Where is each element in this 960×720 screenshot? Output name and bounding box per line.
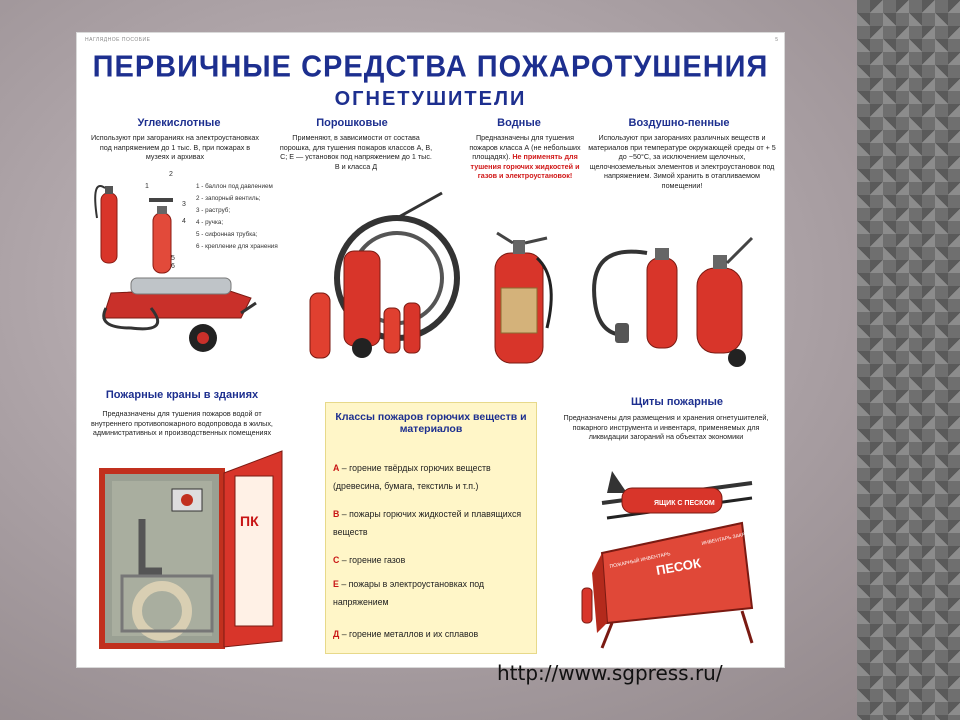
water-warning: Не применять для тушения горючих жидкостей и газов и электроустановок! — [470, 152, 580, 180]
water-description — [469, 133, 581, 181]
part-number: 1 — [145, 183, 149, 190]
poster-page-number: 5 — [775, 37, 778, 43]
legend-item: 2 - запорный вентиль; — [196, 195, 261, 202]
poster-header-label: НАГЛЯДНОЕ ПОСОБИЕ — [85, 37, 151, 43]
part-number: 4 — [182, 218, 186, 225]
fire-safety-poster — [76, 32, 785, 668]
sand-label: ПЕСОК — [654, 555, 702, 578]
fire-class-item — [333, 575, 531, 611]
part-number: 5 — [171, 255, 175, 262]
fire-class-item — [333, 625, 531, 643]
part-number: 6 — [171, 263, 175, 270]
legend-item: 4 - ручка; — [196, 219, 224, 226]
fire-class-text: – пожары горючих жидкостей и плавящихся веществ — [333, 509, 522, 537]
foam-extinguisher-illustration — [587, 223, 777, 373]
powder-extinguisher-illustration — [292, 183, 452, 363]
powder-title: Порошковые — [316, 117, 388, 129]
fire-class-letter: Е — [333, 579, 339, 589]
poster-subtitle: ОГНЕТУШИТЕЛИ — [334, 88, 527, 110]
fire-shield-illustration — [582, 463, 772, 653]
fire-class-letter: В — [333, 509, 340, 519]
water-extinguisher-illustration — [487, 218, 567, 368]
fire-class-item — [333, 505, 531, 541]
poster-title: ПЕРВИЧНЫЕ СРЕДСТВА ПОЖАРОТУШЕНИЯ — [92, 50, 769, 84]
fire-class-letter: Д — [333, 629, 340, 639]
fire-hydrant-cabinet-illustration — [102, 451, 292, 651]
legend-item: 1 - баллон под давлением — [196, 183, 273, 190]
legend-item: 5 - сифонная трубка; — [196, 231, 258, 238]
shield-left-label: ПОЖАРНЫЙ ИНВЕНТАРЬ — [609, 551, 672, 570]
legend-item: 6 - крепление для хранения — [196, 243, 278, 250]
co2-title: Углекислотные — [137, 117, 221, 129]
shields-title: Щиты пожарные — [631, 396, 723, 408]
co2-extinguisher-illustration — [91, 168, 261, 358]
shield-box-label: ЯЩИК С ПЕСКОМ — [654, 500, 715, 507]
fire-class-text: – горение металлов и их сплавов — [339, 629, 479, 639]
part-number: 3 — [182, 201, 186, 208]
decorative-pattern-strip — [857, 0, 960, 720]
shield-right-label: ИНВЕНТАРЬ ЗАКРЕПЛЁН — [701, 528, 763, 547]
hydrants-title: Пожарные краны в зданиях — [105, 389, 259, 401]
water-description-text: Предназначены для тушения пожаров класса А (не небольших площадях). — [469, 133, 581, 161]
hydrants-description: Предназначены для тушения пожаров водой от внутреннего противопожарного водопровода в жилых, административных и производственных помещениях — [91, 409, 273, 437]
cabinet-label: ПК — [240, 513, 259, 529]
fire-classes-title: Классы пожаров горючих веществ и материалов — [335, 411, 527, 435]
co2-description: Используют при загораниях на электроустановках под напряжением до 1 тыс. В, при пожарах в музеях и архивах — [91, 133, 259, 161]
fire-class-item — [333, 459, 531, 495]
water-title: Водные — [497, 117, 541, 129]
part-number: 2 — [169, 171, 173, 178]
fire-classes-box — [325, 402, 537, 654]
fire-class-letter: А — [333, 463, 340, 473]
fire-class-item — [333, 551, 531, 569]
fire-class-text: – горение твёрдых горючих веществ (древесина, бумага, текстиль и т.п.) — [333, 463, 491, 491]
foam-title: Воздушно-пенные — [628, 117, 730, 129]
foam-description: Используют при загораниях различных веществ и материалов при температуре окружающей среды от + 5 до −50°С, за исключением щелочных, щелочноземельных элементов и электроустановок под напряжением. Зимой хранить в отапливаемом помещении! — [588, 133, 776, 190]
powder-description: Применяют, в зависимости от состава порошка, для тушения пожаров классов А, В, С; Е — установок под напряжением до 1 тыс. В и класса Д — [279, 133, 433, 171]
legend-item: 3 - раструб; — [196, 207, 231, 214]
shields-description: Предназначены для размещения и хранения огнетушителей, пожарного инструмента и инвентаря, применяемых для ликвидации загораний на объектах экономики — [563, 413, 769, 441]
fire-class-text: – горение газов — [339, 555, 406, 565]
source-url[interactable]: http://www.sgpress.ru/ — [497, 661, 723, 685]
fire-class-letter: С — [333, 555, 340, 565]
fire-class-text: – пожары в электроустановках под напряжением — [333, 579, 485, 607]
